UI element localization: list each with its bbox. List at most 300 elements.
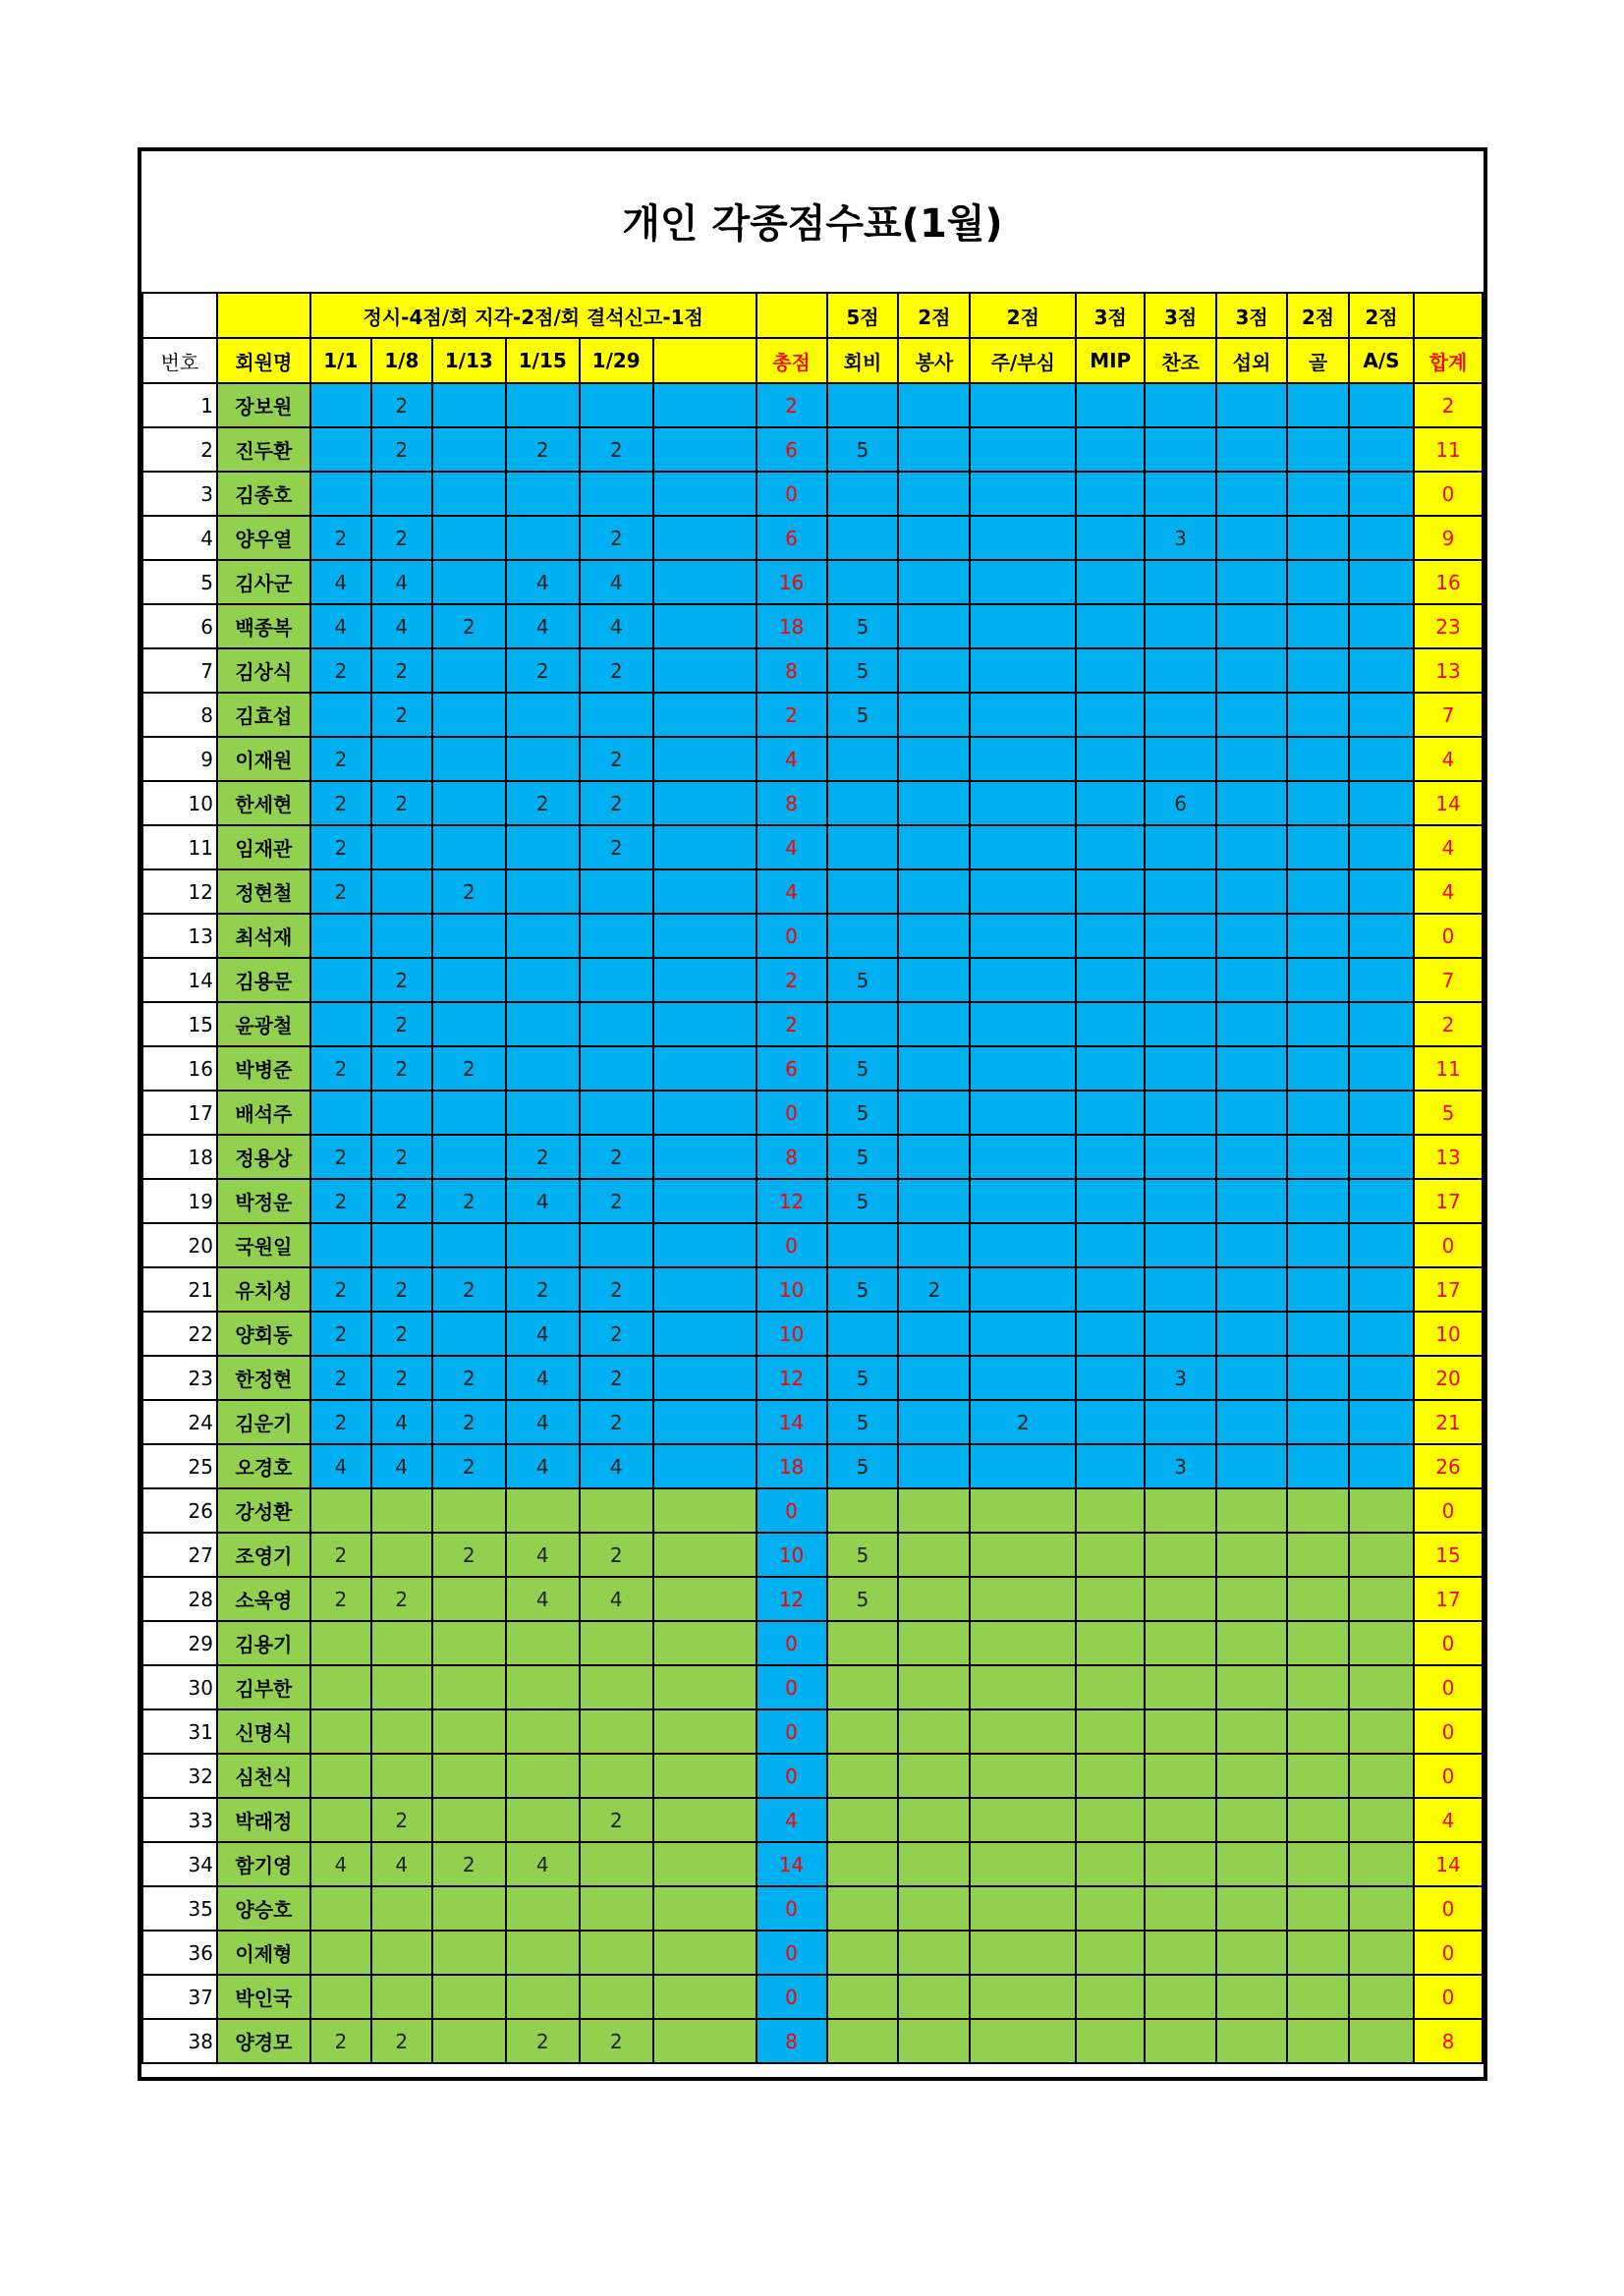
score-host (970, 1312, 1076, 1356)
score-service (898, 825, 970, 869)
table-row (142, 1223, 1483, 1267)
member-name: 장보원 (217, 383, 310, 427)
score-mip (1076, 1975, 1145, 2019)
score-sponsor (1145, 1179, 1216, 1223)
score-as (1349, 781, 1414, 825)
score-goal (1287, 1179, 1349, 1223)
score-sponsor (1145, 825, 1216, 869)
score-d5: 2 (580, 1356, 653, 1400)
score-d5: 2 (580, 1533, 653, 1577)
blank-cell (653, 383, 756, 427)
score-host (970, 1665, 1076, 1709)
score-fee: 5 (827, 1400, 899, 1444)
score-goal (1287, 1002, 1349, 1046)
score-as (1349, 693, 1414, 737)
score-d4 (506, 516, 580, 560)
total-cell: 8 (1414, 2019, 1483, 2063)
score-d3 (432, 2019, 506, 2063)
blank-cell (653, 472, 756, 516)
score-d1: 2 (310, 516, 371, 560)
blank-cell (653, 1709, 756, 1754)
score-mip (1076, 560, 1145, 604)
score-host (970, 560, 1076, 604)
score-outreach (1216, 737, 1287, 781)
score-service (898, 958, 970, 1002)
score-sponsor (1145, 914, 1216, 958)
row-number: 7 (142, 648, 217, 693)
score-service (898, 1046, 970, 1091)
score-fee (827, 1709, 899, 1754)
score-sponsor (1145, 1135, 1216, 1179)
row-number: 17 (142, 1091, 217, 1135)
score-d2 (371, 472, 432, 516)
score-d4: 4 (506, 1842, 580, 1886)
member-name: 양우열 (217, 516, 310, 560)
col-header-name: 회원명 (217, 338, 310, 383)
score-outreach (1216, 1577, 1287, 1621)
blank-cell (653, 560, 756, 604)
subtotal-cell: 0 (756, 1621, 827, 1665)
attendance-rule: 정시-4점/회 지각-2점/회 결석신고-1점 (310, 293, 756, 338)
score-d3 (432, 1223, 506, 1267)
score-d2: 2 (371, 1356, 432, 1400)
total-cell: 0 (1414, 1886, 1483, 1931)
score-outreach (1216, 427, 1287, 472)
service-points: 2점 (898, 293, 970, 338)
score-service (898, 1621, 970, 1665)
score-goal (1287, 825, 1349, 869)
score-sponsor (1145, 604, 1216, 648)
score-d3 (432, 383, 506, 427)
score-as (1349, 472, 1414, 516)
score-d2: 2 (371, 427, 432, 472)
score-fee (827, 869, 899, 914)
table-row (142, 1798, 1483, 1842)
score-sponsor (1145, 1975, 1216, 2019)
header-blank-total (1414, 293, 1483, 338)
score-d2 (371, 869, 432, 914)
row-number: 4 (142, 516, 217, 560)
blank-cell (653, 1886, 756, 1931)
total-cell: 11 (1414, 427, 1483, 472)
table-row (142, 958, 1483, 1002)
score-service (898, 1533, 970, 1577)
score-d4 (506, 1091, 580, 1135)
score-goal (1287, 1665, 1349, 1709)
score-sponsor (1145, 1091, 1216, 1135)
score-d3 (432, 1665, 506, 1709)
subtotal-cell: 4 (756, 869, 827, 914)
subtotal-cell: 8 (756, 1135, 827, 1179)
score-d1 (310, 914, 371, 958)
score-outreach (1216, 1931, 1287, 1975)
score-d4 (506, 1798, 580, 1842)
row-number: 34 (142, 1842, 217, 1886)
blank-cell (653, 1577, 756, 1621)
score-d3: 2 (432, 869, 506, 914)
member-name: 박인국 (217, 1975, 310, 2019)
score-host (970, 1135, 1076, 1179)
total-cell: 0 (1414, 1931, 1483, 1975)
member-name: 김효섭 (217, 693, 310, 737)
score-d2 (371, 1931, 432, 1975)
subtotal-cell: 12 (756, 1179, 827, 1223)
score-outreach (1216, 1046, 1287, 1091)
col-header-fee: 회비 (827, 338, 899, 383)
score-host (970, 781, 1076, 825)
member-name: 국원일 (217, 1223, 310, 1267)
score-as (1349, 1488, 1414, 1533)
score-sponsor (1145, 737, 1216, 781)
total-cell: 21 (1414, 1400, 1483, 1444)
score-host (970, 1931, 1076, 1975)
score-d1: 4 (310, 560, 371, 604)
score-d5: 4 (580, 604, 653, 648)
table-row (142, 1975, 1483, 2019)
score-d4: 2 (506, 427, 580, 472)
score-d4 (506, 693, 580, 737)
subtotal-cell: 0 (756, 1709, 827, 1754)
member-name: 박래정 (217, 1798, 310, 1842)
col-header-service: 봉사 (898, 338, 970, 383)
score-service (898, 2019, 970, 2063)
score-host (970, 693, 1076, 737)
score-sponsor: 6 (1145, 781, 1216, 825)
score-d4 (506, 1886, 580, 1931)
total-cell: 0 (1414, 1709, 1483, 1754)
score-d3 (432, 1577, 506, 1621)
score-service (898, 1312, 970, 1356)
score-goal (1287, 516, 1349, 560)
score-d5: 2 (580, 648, 653, 693)
table-row (142, 427, 1483, 472)
score-mip (1076, 2019, 1145, 2063)
score-d1: 2 (310, 737, 371, 781)
score-d2 (371, 914, 432, 958)
score-d5 (580, 1975, 653, 2019)
score-outreach (1216, 825, 1287, 869)
score-sponsor: 3 (1145, 1356, 1216, 1400)
table-row (142, 1267, 1483, 1312)
score-d1: 2 (310, 1533, 371, 1577)
subtotal-cell: 0 (756, 472, 827, 516)
score-d1: 2 (310, 1356, 371, 1400)
score-d1 (310, 1798, 371, 1842)
score-goal (1287, 1798, 1349, 1842)
col-header-outreach: 섭외 (1216, 338, 1287, 383)
score-d1: 4 (310, 604, 371, 648)
score-d1 (310, 693, 371, 737)
score-goal (1287, 648, 1349, 693)
row-number: 38 (142, 2019, 217, 2063)
total-cell: 15 (1414, 1533, 1483, 1577)
score-host (970, 1886, 1076, 1931)
subtotal-cell: 14 (756, 1842, 827, 1886)
score-as (1349, 825, 1414, 869)
score-mip (1076, 1931, 1145, 1975)
score-d1 (310, 1886, 371, 1931)
score-sponsor (1145, 1577, 1216, 1621)
score-host (970, 2019, 1076, 2063)
score-mip (1076, 781, 1145, 825)
row-number: 12 (142, 869, 217, 914)
score-sponsor (1145, 383, 1216, 427)
score-goal (1287, 1444, 1349, 1488)
score-fee (827, 1754, 899, 1798)
score-fee (827, 1002, 899, 1046)
blank-cell (653, 1621, 756, 1665)
score-fee: 5 (827, 1135, 899, 1179)
score-goal (1287, 737, 1349, 781)
score-d5 (580, 1046, 653, 1091)
score-host (970, 1533, 1076, 1577)
score-fee (827, 1975, 899, 2019)
score-sponsor (1145, 1886, 1216, 1931)
score-d3: 2 (432, 1533, 506, 1577)
score-outreach (1216, 1267, 1287, 1312)
score-d4 (506, 1488, 580, 1533)
table-row (142, 1135, 1483, 1179)
total-cell: 4 (1414, 825, 1483, 869)
score-d1: 2 (310, 1577, 371, 1621)
score-d5: 2 (580, 2019, 653, 2063)
table-row (142, 1621, 1483, 1665)
score-service (898, 1798, 970, 1842)
member-name: 임재관 (217, 825, 310, 869)
score-service (898, 1135, 970, 1179)
score-mip (1076, 914, 1145, 958)
subtotal-cell: 2 (756, 1002, 827, 1046)
score-mip (1076, 1356, 1145, 1400)
row-number: 1 (142, 383, 217, 427)
score-host (970, 1267, 1076, 1312)
member-name: 강성환 (217, 1488, 310, 1533)
total-cell: 0 (1414, 1223, 1483, 1267)
score-outreach (1216, 516, 1287, 560)
member-name: 함기영 (217, 1842, 310, 1886)
subtotal-cell: 0 (756, 1488, 827, 1533)
score-host (970, 1709, 1076, 1754)
row-number: 11 (142, 825, 217, 869)
score-outreach (1216, 1488, 1287, 1533)
score-d4 (506, 1665, 580, 1709)
col-header-host: 주/부심 (970, 338, 1076, 383)
score-d1: 2 (310, 1046, 371, 1091)
score-sponsor (1145, 1533, 1216, 1577)
score-d1 (310, 1488, 371, 1533)
score-as (1349, 1709, 1414, 1754)
score-service (898, 648, 970, 693)
subtotal-cell: 2 (756, 693, 827, 737)
score-as (1349, 1577, 1414, 1621)
table-row (142, 1444, 1483, 1488)
subtotal-cell: 0 (756, 1665, 827, 1709)
score-as (1349, 1312, 1414, 1356)
score-d2: 4 (371, 1842, 432, 1886)
score-d3: 2 (432, 1179, 506, 1223)
score-d1 (310, 1754, 371, 1798)
score-outreach (1216, 648, 1287, 693)
table-row (142, 869, 1483, 914)
row-number: 24 (142, 1400, 217, 1444)
score-host (970, 914, 1076, 958)
score-outreach (1216, 1798, 1287, 1842)
score-sponsor (1145, 1267, 1216, 1312)
subtotal-cell: 6 (756, 1046, 827, 1091)
member-name: 최석재 (217, 914, 310, 958)
member-name: 소욱영 (217, 1577, 310, 1621)
score-outreach (1216, 781, 1287, 825)
score-d2 (371, 1488, 432, 1533)
blank-cell (653, 869, 756, 914)
score-d2: 2 (371, 648, 432, 693)
score-goal (1287, 427, 1349, 472)
score-service (898, 737, 970, 781)
score-service (898, 869, 970, 914)
header-blank-subtotal (756, 293, 827, 338)
score-d2 (371, 1665, 432, 1709)
score-as (1349, 1223, 1414, 1267)
score-mip (1076, 1312, 1145, 1356)
score-service (898, 427, 970, 472)
score-d5 (580, 1842, 653, 1886)
row-number: 15 (142, 1002, 217, 1046)
score-goal (1287, 1709, 1349, 1754)
table-row (142, 2019, 1483, 2063)
score-d2: 2 (371, 781, 432, 825)
score-d2: 2 (371, 1046, 432, 1091)
score-service (898, 781, 970, 825)
blank-cell (653, 693, 756, 737)
subtotal-cell: 10 (756, 1312, 827, 1356)
blank-cell (653, 914, 756, 958)
row-number: 36 (142, 1931, 217, 1975)
score-goal (1287, 1488, 1349, 1533)
score-d3 (432, 737, 506, 781)
score-outreach (1216, 1002, 1287, 1046)
total-cell: 0 (1414, 1488, 1483, 1533)
table-row (142, 1002, 1483, 1046)
score-service (898, 1356, 970, 1400)
table-row (142, 1091, 1483, 1135)
member-name: 양회동 (217, 1312, 310, 1356)
score-d1 (310, 1975, 371, 2019)
member-name: 양경모 (217, 2019, 310, 2063)
score-fee: 5 (827, 1356, 899, 1400)
score-d5 (580, 1091, 653, 1135)
score-d5: 2 (580, 1179, 653, 1223)
score-d5 (580, 1621, 653, 1665)
score-goal (1287, 1533, 1349, 1577)
table-row (142, 604, 1483, 648)
score-outreach (1216, 383, 1287, 427)
score-as (1349, 1135, 1414, 1179)
subtotal-cell: 10 (756, 1533, 827, 1577)
member-name: 정현철 (217, 869, 310, 914)
score-d3 (432, 1312, 506, 1356)
score-host (970, 1842, 1076, 1886)
score-service (898, 1665, 970, 1709)
score-d4 (506, 1621, 580, 1665)
score-mip (1076, 1444, 1145, 1488)
score-host (970, 1488, 1076, 1533)
score-d2 (371, 1533, 432, 1577)
col-header-d1: 1/1 (310, 338, 371, 383)
blank-cell (653, 1223, 756, 1267)
score-d4: 4 (506, 1356, 580, 1400)
score-d2: 2 (371, 1577, 432, 1621)
subtotal-cell: 4 (756, 1798, 827, 1842)
blank-cell (653, 516, 756, 560)
score-d4: 2 (506, 2019, 580, 2063)
row-number: 29 (142, 1621, 217, 1665)
row-number: 10 (142, 781, 217, 825)
row-number: 9 (142, 737, 217, 781)
score-as (1349, 1798, 1414, 1842)
total-cell: 17 (1414, 1267, 1483, 1312)
score-d1: 2 (310, 1179, 371, 1223)
host-points: 2점 (970, 293, 1076, 338)
score-d3 (432, 648, 506, 693)
total-cell: 7 (1414, 693, 1483, 737)
score-host (970, 516, 1076, 560)
score-fee: 5 (827, 427, 899, 472)
table-row (142, 1709, 1483, 1754)
score-d1: 2 (310, 1400, 371, 1444)
score-d1 (310, 1223, 371, 1267)
blank-cell (653, 1267, 756, 1312)
table-row (142, 1400, 1483, 1444)
score-d4: 4 (506, 1179, 580, 1223)
score-d4: 4 (506, 1312, 580, 1356)
score-fee (827, 1665, 899, 1709)
member-name: 김상식 (217, 648, 310, 693)
subtotal-cell: 4 (756, 825, 827, 869)
subtotal-cell: 8 (756, 648, 827, 693)
score-as (1349, 1356, 1414, 1400)
blank-cell (653, 1400, 756, 1444)
score-d4: 2 (506, 648, 580, 693)
score-as (1349, 560, 1414, 604)
row-number: 31 (142, 1709, 217, 1754)
score-service (898, 604, 970, 648)
row-number: 32 (142, 1754, 217, 1798)
score-as (1349, 1886, 1414, 1931)
member-name: 한정현 (217, 1356, 310, 1400)
total-cell: 4 (1414, 737, 1483, 781)
blank-cell (653, 1488, 756, 1533)
score-d1 (310, 1931, 371, 1975)
total-cell: 17 (1414, 1179, 1483, 1223)
score-d4 (506, 1754, 580, 1798)
score-d1: 2 (310, 869, 371, 914)
score-host (970, 1223, 1076, 1267)
score-goal (1287, 560, 1349, 604)
score-d1: 2 (310, 1267, 371, 1312)
score-goal (1287, 1975, 1349, 2019)
score-service (898, 516, 970, 560)
score-outreach (1216, 1356, 1287, 1400)
score-sponsor (1145, 472, 1216, 516)
score-goal (1287, 1931, 1349, 1975)
member-name: 김사군 (217, 560, 310, 604)
col-header-as: A/S (1349, 338, 1414, 383)
score-as (1349, 427, 1414, 472)
total-cell: 10 (1414, 1312, 1483, 1356)
blank-cell (653, 1931, 756, 1975)
score-d2 (371, 1709, 432, 1754)
blank-cell (653, 1312, 756, 1356)
